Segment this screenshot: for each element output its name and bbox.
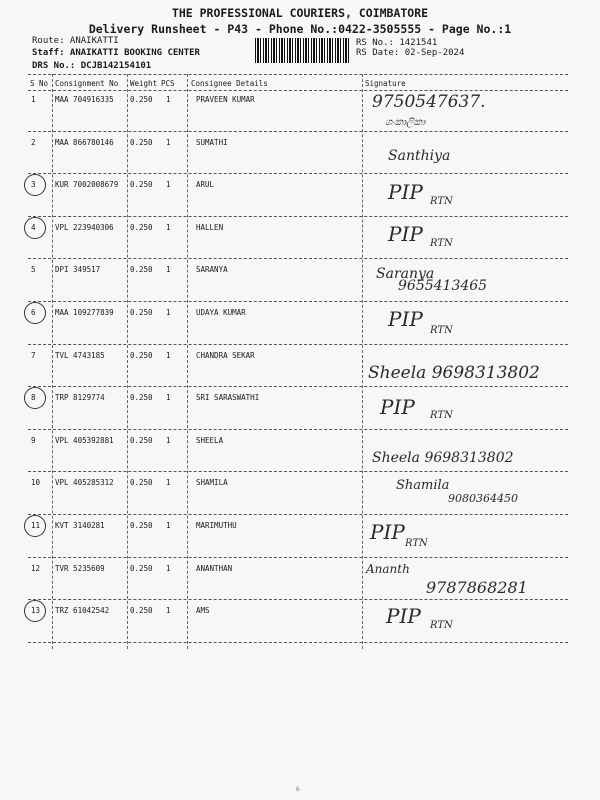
cell-sno: 11: [31, 521, 41, 530]
handwritten-signature: RTN: [430, 196, 453, 207]
column-divider: [362, 74, 363, 649]
handwritten-signature: Sheela 9698313802: [368, 363, 540, 383]
row-divider: [28, 429, 568, 430]
rs-number: RS No.: 1421541: [356, 38, 438, 48]
cell-consignee: MARIMUTHU: [196, 521, 237, 530]
cell-consignment: DPI 349517: [55, 265, 101, 275]
col-header-signature: Signature: [365, 79, 406, 88]
cell-sno: 8: [31, 393, 36, 403]
cell-consignment: VPL 405392881: [55, 435, 114, 445]
cell-consignment: KVT 3140281: [55, 521, 105, 530]
cell-weight: 0.250: [130, 393, 153, 403]
handwritten-signature: PIP: [386, 604, 421, 628]
handwritten-signature: 9080364450: [448, 492, 518, 505]
cell-pcs: 1: [166, 95, 171, 104]
handwritten-signature: 9787868281: [426, 578, 528, 597]
circled-row-marker: [24, 302, 46, 324]
cell-consignee: SHAMILA: [196, 478, 228, 488]
cell-consignee: HALLEN: [196, 222, 224, 232]
rs-date: RS Date: 02-Sep-2024: [356, 48, 465, 58]
cell-sno: 9: [31, 435, 36, 445]
cell-sno: 4: [31, 222, 36, 232]
handwritten-signature: 9750547637.: [372, 92, 486, 112]
cell-weight: 0.250: [130, 308, 153, 317]
cell-pcs: 1: [166, 308, 171, 317]
cell-weight: 0.250: [130, 265, 153, 275]
barcode: [255, 38, 350, 63]
cell-weight: 0.250: [130, 435, 153, 445]
col-header-consignment: Consignment No: [55, 79, 119, 88]
cell-weight: 0.250: [130, 521, 153, 530]
handwritten-signature: RTN: [430, 410, 453, 421]
cell-sno: 12: [31, 563, 41, 573]
cell-pcs: 1: [166, 180, 171, 190]
cell-weight: 0.250: [130, 95, 153, 104]
cell-weight: 0.250: [130, 222, 153, 232]
handwritten-signature: ශංකාලිකා: [385, 117, 426, 128]
handwritten-signature: PIP: [388, 307, 423, 331]
cell-pcs: 1: [166, 563, 171, 573]
col-header-pcs: PCS: [161, 79, 175, 88]
cell-consignee: ARUL: [196, 180, 215, 190]
handwritten-signature: RTN: [430, 620, 453, 631]
handwritten-signature: 9655413465: [398, 278, 488, 294]
cell-weight: 0.250: [130, 350, 153, 360]
cell-pcs: 1: [166, 265, 171, 275]
handwritten-signature: Saranya: [376, 266, 435, 282]
cell-weight: 0.250: [130, 563, 153, 573]
col-header-sno: S No: [30, 79, 49, 88]
cell-sno: 10: [31, 478, 41, 488]
circled-row-marker: [24, 217, 46, 239]
cell-consignee: CHANDRA SEKAR: [196, 350, 255, 360]
col-header-weight: Weight: [130, 79, 158, 88]
document-title: THE PROFESSIONAL COURIERS, COIMBATORE: [171, 6, 429, 20]
page-footer-mark: 6: [296, 786, 300, 793]
cell-consignment: TRZ 61042542: [55, 606, 110, 616]
handwritten-signature: RTN: [430, 325, 453, 336]
cell-consignee: SHEELA: [196, 435, 224, 445]
cell-consignee: ANANTHAN: [196, 563, 233, 573]
row-divider: [28, 301, 568, 302]
handwritten-signature: RTN: [430, 238, 453, 249]
column-divider: [127, 74, 128, 649]
cell-weight: 0.250: [130, 180, 153, 190]
cell-sno: 1: [31, 95, 36, 104]
staff-label: Staff: ANAIKATTI BOOKING CENTER: [32, 48, 200, 58]
cell-pcs: 1: [166, 350, 171, 360]
row-divider: [28, 74, 568, 75]
route-label: Route: ANAIKATTI: [32, 36, 119, 46]
cell-consignment: VPL 405285312: [55, 478, 114, 488]
circled-row-marker: [24, 174, 46, 196]
cell-pcs: 1: [166, 435, 171, 445]
cell-weight: 0.250: [130, 478, 153, 488]
row-divider: [28, 599, 568, 600]
cell-pcs: 1: [166, 478, 171, 488]
cell-consignee: SRI SARASWATHI: [196, 393, 260, 403]
cell-consignee: PRAVEEN KUMAR: [196, 95, 255, 104]
cell-pcs: 1: [166, 137, 171, 147]
row-divider: [28, 557, 568, 558]
cell-sno: 2: [31, 137, 36, 147]
cell-consignee: UDAYA KUMAR: [196, 308, 246, 317]
handwritten-signature: PIP: [388, 222, 423, 246]
cell-weight: 0.250: [130, 606, 153, 616]
cell-consignment: MAA 866780146: [55, 137, 114, 147]
row-divider: [28, 173, 568, 174]
cell-consignment: TVL 4743185: [55, 350, 105, 360]
cell-consignment: MAA 704916335: [55, 95, 114, 104]
cell-consignee: SARANYA: [196, 265, 228, 275]
row-divider: [28, 514, 568, 515]
handwritten-signature: PIP: [380, 395, 415, 419]
column-divider: [52, 74, 53, 649]
handwritten-signature: Shamila: [396, 478, 450, 493]
cell-consignee: AMS: [196, 606, 210, 616]
row-divider: [28, 131, 568, 132]
cell-consignment: TRP 8129774: [55, 393, 105, 403]
handwritten-signature: Santhiya: [388, 148, 451, 164]
cell-pcs: 1: [166, 521, 171, 530]
cell-sno: 13: [31, 606, 41, 616]
circled-row-marker: [24, 387, 46, 409]
cell-consignment: TVR 5235609: [55, 563, 105, 573]
cell-consignment: VPL 223940306: [55, 222, 114, 232]
row-divider: [28, 258, 568, 259]
handwritten-signature: PIP: [370, 520, 405, 544]
circled-row-marker: [24, 600, 46, 622]
cell-sno: 6: [31, 308, 36, 317]
cell-consignment: KUR 7002008679: [55, 180, 119, 190]
row-divider: [28, 471, 568, 472]
column-divider: [187, 74, 188, 649]
cell-consignment: MAA 109277839: [55, 308, 114, 317]
cell-pcs: 1: [166, 222, 171, 232]
runsheet-subtitle: Delivery Runsheet - P43 - Phone No.:0422-3505555 - Page No.:1: [88, 22, 512, 36]
handwritten-signature: RTN: [405, 538, 428, 549]
row-divider: [28, 90, 568, 91]
handwritten-signature: Sheela 9698313802: [372, 450, 514, 466]
row-divider: [28, 344, 568, 345]
cell-sno: 7: [31, 350, 36, 360]
row-divider: [28, 216, 568, 217]
cell-sno: 3: [31, 180, 36, 190]
row-divider: [28, 386, 568, 387]
circled-row-marker: [24, 515, 46, 537]
cell-consignee: SUMATHI: [196, 137, 228, 147]
drs-number: DRS No.: DCJB142154101: [32, 61, 152, 71]
handwritten-signature: Ananth: [366, 562, 410, 576]
cell-weight: 0.250: [130, 137, 153, 147]
cell-sno: 5: [31, 265, 36, 275]
col-header-consignee: Consignee Details: [191, 79, 268, 88]
handwritten-signature: PIP: [388, 180, 423, 204]
cell-pcs: 1: [166, 393, 171, 403]
cell-pcs: 1: [166, 606, 171, 616]
row-divider: [28, 642, 568, 643]
